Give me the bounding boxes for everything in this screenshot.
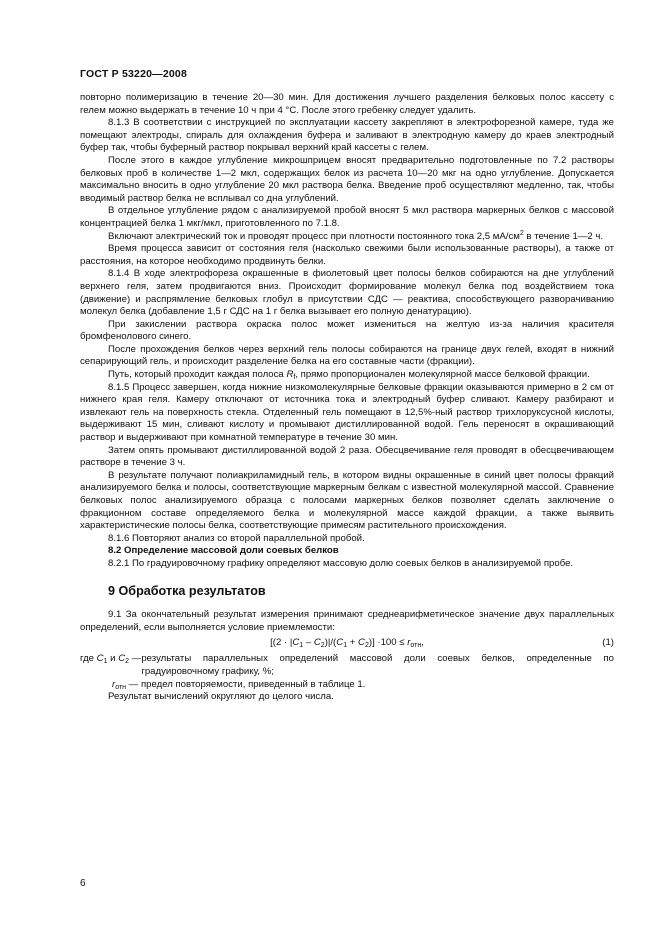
subscript: 1 xyxy=(103,658,108,666)
paragraph: Затем опять промывают дистиллированной водой 2 раза. Обесцвечивание геля проводят в обесцвечивающем растворе в течение 3 ч. xyxy=(80,444,614,469)
text: в течение 1—2 ч. xyxy=(523,230,604,242)
formula-part: + xyxy=(347,637,359,649)
variable: C xyxy=(118,653,126,665)
where-clause xyxy=(80,653,614,678)
where-definition: результаты параллельных определений массовой доли соевых белков, определенные по градуировочному графику, %; xyxy=(141,653,614,677)
variable: C xyxy=(96,653,104,665)
document-header: ГОСТ Р 53220—2008 xyxy=(80,68,188,80)
paragraph: После этого в каждое углубление микрошприцем вносят предварительно подготовленные по 7.2 растворы белковых проб в количестве 1—2 мкл, содержащих белок из расчета 10—20 мкг на одно углубление. Допускается максимально вносить в одно углубление 20 мкл раствора белка. Введение проб осуществляют медленно, так, чтобы вводимый раствор белка не всплывал со дна углублений. xyxy=(80,154,614,204)
where-lead xyxy=(80,653,141,678)
formula xyxy=(80,637,614,650)
text: , прямо пропорционален молекулярной массе белковой фракции. xyxy=(295,369,590,381)
paragraph-8-2-1: 8.2.1 По градуировочному графику определяют массовую долю соевых белков в анализируемой пробе. xyxy=(108,557,574,569)
paragraph: В результате получают полиакриламидный гель, в котором видны окрашенные в синий цвет полосы фракций анализируемого белка и полосы, соответствующие маркерным белкам с известной молекулярной массой. Сравнение белковых полос анализируемого образца с полосами маркерных белков позволяет сделать заключение о фракционном составе определяемого белка и молекулярной массе каждой фракции, а также выявить характеристические полосы белка, соответствующие примесям растительного происхождения. xyxy=(80,469,614,532)
subscript: отн xyxy=(115,683,127,691)
paragraph-current xyxy=(80,231,614,244)
variable: C xyxy=(358,637,365,649)
page-content xyxy=(80,92,614,704)
paragraph-8-1-6: 8.1.6 Повторяют анализ со второй параллельной пробой. xyxy=(108,532,365,544)
subscript: 1 xyxy=(299,642,304,650)
paragraph: При закислении раствора окраска полос может измениться на желтую из-за наличия красителя бромфенолового синего. xyxy=(80,318,614,343)
variable: C xyxy=(292,637,300,649)
formula-part: [(2 · | xyxy=(270,637,293,649)
superscript: 2 xyxy=(519,229,524,237)
subscript: 2 xyxy=(125,658,130,666)
text: Включают электрический ток и проводят процесс при плотности постоянного тока 2,5 мА/см xyxy=(108,230,520,242)
formula-line xyxy=(80,637,614,653)
formula-part: )] ·100 ≤ xyxy=(368,637,408,649)
variable: r xyxy=(112,678,116,690)
paragraph-rounding: Результат вычислений округляют до целого числа. xyxy=(108,691,334,703)
text: Путь, который проходит каждая полоса xyxy=(108,369,287,381)
formula-part: , xyxy=(421,637,424,649)
text: — xyxy=(129,653,142,665)
equation-number: (1) xyxy=(602,637,614,649)
paragraph-rf xyxy=(80,369,614,382)
formula-part: – xyxy=(303,637,314,649)
paragraph: повторно полимеризацию в течение 20—30 мин. Для достижения лучшего разделения белковых полос кассету с гелем можно выдержать в течение 10 ч при 4 °С. После этого гребенку следует удалить. xyxy=(80,92,614,116)
page-number: 6 xyxy=(80,878,86,889)
paragraph-8-1-3: 8.1.3 В соответствии с инструкцией по эксплуатации кассету закрепляют в электрофорезной камере, туда же помещают электроды, спираль для охлаждения буфера и заливают в электродную камеру до краев электродный буфер так, чтобы буферный раствор покрывал верхний край кассеты с гелем. xyxy=(80,117,614,154)
formula-part: )|/( xyxy=(324,637,337,649)
subscript: f xyxy=(293,374,296,382)
subscript: отн xyxy=(410,642,422,650)
text: — предел повторяемости, приведенный в таблице 1. xyxy=(126,678,366,690)
paragraph: После прохождения белков через верхний гель полосы собираются на границе двух гелей, входят в нижний сепарирующий гель, и происходит разделение белка на его составные части (фракции). xyxy=(80,343,614,368)
variable: C xyxy=(336,637,344,649)
variable: R xyxy=(286,369,294,381)
subscript: 1 xyxy=(343,642,348,650)
section-heading-9: 9 Обработка результатов xyxy=(108,583,266,598)
paragraph: Время процесса зависит от состояния геля (насколько свежими были использованные растворы), а также от расстояния, на которое необходимо продвинуть белки. xyxy=(80,243,614,267)
paragraph-8-1-5: 8.1.5 Процесс завершен, когда нижние низкомолекулярные белковые фракции оказываются примерно в 2 см от нижнего края геля. Камеру отключают от источника тока и электродный буфер сливают. Камеру разбирают и извлекают гель на поверхность стекла. Отделенный гель помещают в 12,5%-ный раствор трихлоруксусной кислоты, выдерживают 15 мин, сливают кислоту и промывают дистиллированной водой. Гель переносят в окрашивающий раствор и выдерживают при комнатной температуре в течение 30 мин. xyxy=(80,381,614,444)
subscript: 2 xyxy=(364,642,369,650)
subscript: 2 xyxy=(320,642,325,650)
variable: r xyxy=(407,637,411,649)
paragraph-8-1-4: 8.1.4 В ходе электрофореза окрашенные в фиолетовый цвет полосы белков собираются на дне углублений верхнего геля, затем продвигаются вниз. Происходит формирование молекул белка под воздействием тока (движение) и распрямление белковых глобул в присутствии СДС — реактива, способствующего разворачиванию молекул белка (добавление 1,5 г СДС на 1 г белка вызывает его полную денатурацию). xyxy=(80,268,614,318)
paragraph: В отдельное углубление рядом с анализируемой пробой вносят 5 мкл раствора маркерных белков с массовой концентрацией белка 1 мкг/мкл, приготовленного по 7.1.8. xyxy=(80,205,614,229)
paragraph-9-1: 9.1 За окончательный результат измерения принимают среднеарифметическое значение двух параллельных определений, если выполняется условие приемлемости: xyxy=(80,609,614,633)
variable: C xyxy=(313,637,321,649)
subsection-heading-8-2: 8.2 Определение массовой доли соевых белков xyxy=(108,545,339,557)
text: где xyxy=(80,653,97,665)
text: и xyxy=(107,653,119,665)
where-definition-r xyxy=(80,679,614,692)
